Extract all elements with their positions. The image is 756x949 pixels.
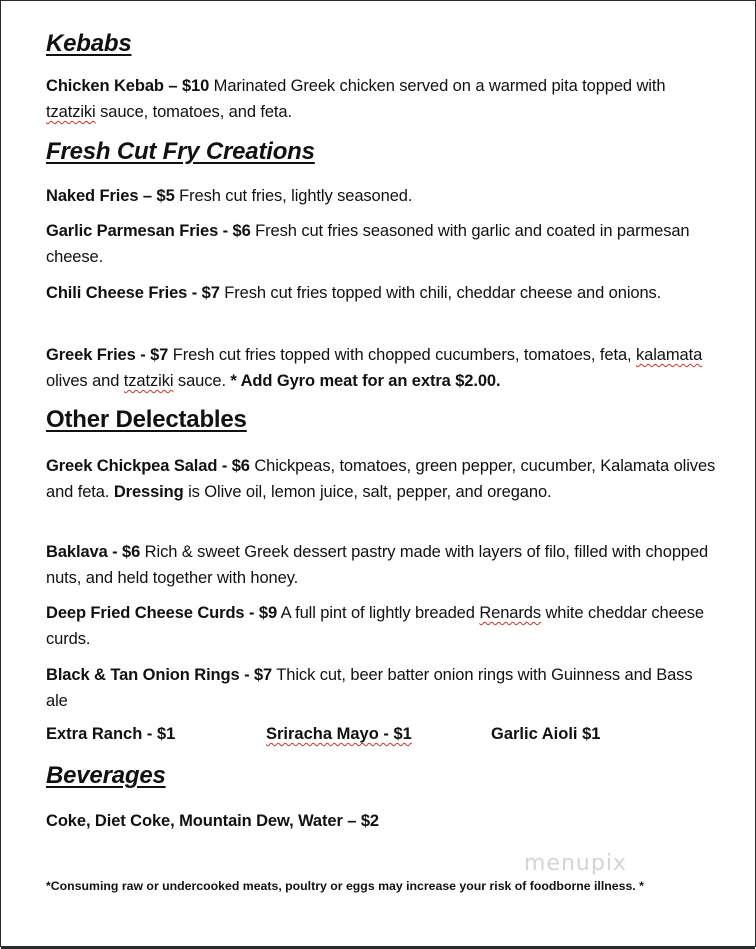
menu-item-naked-fries <box>46 183 716 209</box>
watermark: menupix <box>524 851 627 876</box>
menu-item-cheese-curds <box>46 600 716 652</box>
item-desc: A full pint of lightly breaded <box>277 604 480 622</box>
item-desc: white cheddar cheese curds. <box>46 604 704 648</box>
menu-item-chicken-kebab <box>46 73 716 125</box>
item-desc: Thick cut, beer batter onion rings with Guinness and Bass ale <box>46 666 693 710</box>
item-name: Chicken Kebab – $10 <box>46 77 210 95</box>
item-desc: sauce. <box>173 372 231 390</box>
kebabs-heading: Kebabs <box>46 30 132 57</box>
item-name: Baklava - $6 <box>46 543 141 561</box>
extras-row <box>0 725 756 751</box>
beverages-heading: Beverages <box>46 762 166 789</box>
extra-sriracha-mayo <box>266 725 412 744</box>
spell-flag: kalamata <box>636 346 703 364</box>
item-name: Black & Tan Onion Rings - $7 <box>46 666 273 684</box>
beverages-text: Coke, Diet Coke, Mountain Dew, Water – $2 <box>46 812 379 830</box>
menu-item-garlic-parmesan-fries <box>46 218 716 270</box>
item-name: Greek Chickpea Salad - $6 <box>46 457 250 475</box>
item-desc: sauce, tomatoes, and feta. <box>95 103 292 121</box>
other-heading-text: Other Delectables <box>46 406 247 433</box>
other-heading <box>46 406 247 434</box>
item-desc: Fresh cut fries seasoned with garlic and coated in parmesan cheese. <box>46 222 690 266</box>
item-name: Deep Fried Cheese Curds - $9 <box>46 604 278 622</box>
item-name: Greek Fries - $7 <box>46 346 169 364</box>
item-name: Chili Cheese Fries - $7 <box>46 284 220 302</box>
spell-flag: tzatziki <box>46 103 96 121</box>
spell-flag: Renards <box>479 604 541 622</box>
extra-garlic-aioli: Garlic Aioli $1 <box>491 725 601 743</box>
extra-sriracha-text: Sriracha Mayo - $1 <box>266 725 412 743</box>
item-desc: Fresh cut fries topped with chopped cucumbers, tomatoes, feta, <box>168 346 636 364</box>
footnote: *Consuming raw or undercooked meats, poultry or eggs may increase your risk of foodborne illness. * <box>46 879 644 893</box>
extra-ranch: Extra Ranch - $1 <box>46 725 176 743</box>
beverages-line <box>46 808 716 834</box>
item-desc: olives and <box>46 372 124 390</box>
dressing-label: Dressing <box>113 483 184 501</box>
item-desc: Chickpeas, tomatoes, green pepper, cucumber, Kalamata olives and feta. <box>46 457 716 501</box>
item-name: Naked Fries – $5 <box>46 187 175 205</box>
item-desc: is Olive oil, lemon juice, salt, pepper, and oregano. <box>183 483 552 501</box>
menu-item-greek-fries <box>46 342 716 394</box>
gyro-addon: * Add Gyro meat for an extra $2.00. <box>230 372 501 390</box>
menu-item-greek-chickpea-salad <box>46 453 716 505</box>
menu-item-baklava <box>46 539 716 591</box>
item-desc: Marinated Greek chicken served on a warmed pita topped with <box>209 77 666 95</box>
menu-item-onion-rings <box>46 662 716 714</box>
item-desc: Fresh cut fries topped with chili, cheddar cheese and onions. <box>219 284 662 302</box>
spell-flag: tzatziki <box>123 372 174 390</box>
fries-heading: Fresh Cut Fry Creations <box>46 138 315 165</box>
item-desc: Fresh cut fries, lightly seasoned. <box>174 187 413 205</box>
item-desc: Rich & sweet Greek dessert pastry made with layers of filo, filled with chopped nuts, and held together with honey. <box>46 543 709 587</box>
menu-item-chili-cheese-fries <box>46 280 716 306</box>
item-name: Garlic Parmesan Fries - $6 <box>46 222 251 240</box>
